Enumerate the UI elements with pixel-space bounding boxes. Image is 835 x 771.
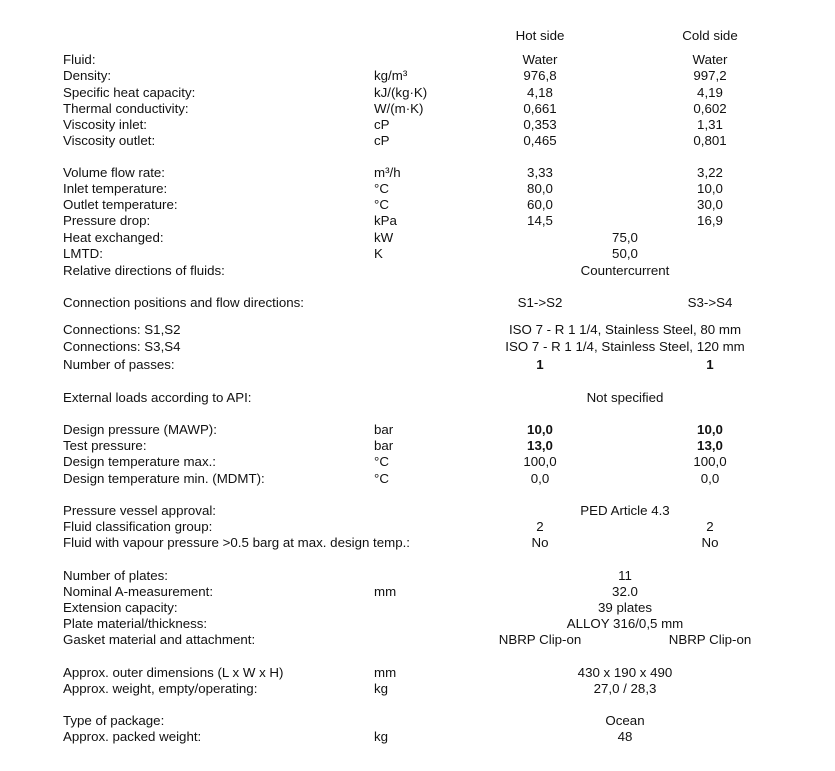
extension-label: Extension capacity: [63,600,178,615]
conn-pos-hot: S1->S2 [517,295,563,310]
gasket-label: Gasket material and attachment: [63,632,256,647]
dimensions-value: 430 x 190 x 490 [577,665,673,680]
weight-label: Approx. weight, empty/operating: [63,681,258,696]
ext-loads-label: External loads according to API: [63,390,252,405]
dimensions-label: Approx. outer dimensions (L x W x H) [63,665,284,680]
fluid-cold: Water [692,52,728,67]
heat-cap-label: Specific heat capacity: [63,85,196,100]
conn-s34-label: Connections: S3,S4 [63,339,181,354]
a-meas-value: 32.0 [612,584,638,599]
mawp-cold: 10,0 [697,422,723,437]
pressure-drop-hot: 14,5 [527,213,553,228]
heat-cap-hot: 4,18 [527,85,553,100]
dimensions-unit: mm [374,665,397,680]
test-p-cold: 13,0 [697,438,723,453]
plates-label: Number of plates: [63,568,168,583]
temp-min-cold: 0,0 [700,471,720,486]
flow-hot: 3,33 [527,165,553,180]
outlet-temp-hot: 60,0 [527,197,553,212]
weight-unit: kg [374,681,389,696]
conn-s12-value: ISO 7 - R 1 1/4, Stainless Steel, 80 mm [508,322,742,337]
outlet-temp-unit: °C [374,197,389,212]
inlet-temp-label: Inlet temperature: [63,181,168,196]
density-label: Density: [63,68,112,83]
passes-cold: 1 [706,357,714,372]
passes-hot: 1 [536,357,544,372]
heat-cap-cold: 4,19 [697,85,723,100]
test-p-unit: bar [374,438,394,453]
lmtd-value: 50,0 [612,246,638,261]
cold-side-header: Cold side [682,28,738,43]
temp-min-hot: 0,0 [530,471,550,486]
gasket-hot: NBRP Clip-on [498,632,582,647]
package-label: Type of package: [63,713,165,728]
package-value: Ocean [605,713,645,728]
pressure-drop-unit: kPa [374,213,397,228]
fluid-group-label: Fluid classification group: [63,519,213,534]
inlet-temp-cold: 10,0 [697,181,723,196]
visc-out-hot: 0,465 [523,133,557,148]
flow-label: Volume flow rate: [63,165,165,180]
lmtd-unit: K [374,246,383,261]
conductivity-hot: 0,661 [523,101,557,116]
conn-pos-cold: S3->S4 [687,295,733,310]
conductivity-cold: 0,602 [693,101,727,116]
passes-label: Number of passes: [63,357,175,372]
heat-unit: kW [374,230,394,245]
vapour-cold: No [701,535,719,550]
test-p-hot: 13,0 [527,438,553,453]
heat-value: 75,0 [612,230,638,245]
flow-cold: 3,22 [697,165,723,180]
flow-unit: m³/h [374,165,401,180]
conn-pos-label: Connection positions and flow directions: [63,295,304,310]
packed-weight-label: Approx. packed weight: [63,729,202,744]
inlet-temp-unit: °C [374,181,389,196]
visc-out-cold: 0,801 [693,133,727,148]
test-p-label: Test pressure: [63,438,147,453]
extension-value: 39 plates [598,600,652,615]
heat-cap-unit: kJ/(kg·K) [374,85,428,100]
approval-label: Pressure vessel approval: [63,503,216,518]
approval-value: PED Article 4.3 [580,503,670,518]
density-hot: 976,8 [523,68,557,83]
density-cold: 997,2 [693,68,727,83]
visc-in-hot: 0,353 [523,117,557,132]
density-unit: kg/m³ [374,68,408,83]
inlet-temp-hot: 80,0 [527,181,553,196]
mawp-hot: 10,0 [527,422,553,437]
directions-label: Relative directions of fluids: [63,263,225,278]
packed-weight-value: 48 [617,729,633,744]
plate-mat-label: Plate material/thickness: [63,616,208,631]
temp-min-label: Design temperature min. (MDMT): [63,471,265,486]
outlet-temp-cold: 30,0 [697,197,723,212]
conductivity-label: Thermal conductivity: [63,101,189,116]
fluid-group-hot: 2 [536,519,544,534]
visc-in-label: Viscosity inlet: [63,117,148,132]
conductivity-unit: W/(m·K) [374,101,424,116]
plate-mat-value: ALLOY 316/0,5 mm [566,616,684,631]
visc-out-label: Viscosity outlet: [63,133,156,148]
conn-s34-value: ISO 7 - R 1 1/4, Stainless Steel, 120 mm [505,339,745,354]
fluid-label: Fluid: [63,52,96,67]
mawp-unit: bar [374,422,394,437]
fluid-group-cold: 2 [706,519,714,534]
temp-max-cold: 100,0 [693,454,727,469]
hot-side-header: Hot side [515,28,565,43]
a-meas-label: Nominal A-measurement: [63,584,214,599]
gasket-cold: NBRP Clip-on [668,632,752,647]
pressure-drop-cold: 16,9 [697,213,723,228]
a-meas-unit: mm [374,584,397,599]
lmtd-label: LMTD: [63,246,103,261]
vapour-hot: No [531,535,549,550]
mawp-label: Design pressure (MAWP): [63,422,217,437]
vapour-label: Fluid with vapour pressure >0.5 barg at max. design temp.: [63,535,411,550]
conn-s12-label: Connections: S1,S2 [63,322,181,337]
pressure-drop-label: Pressure drop: [63,213,151,228]
outlet-temp-label: Outlet temperature: [63,197,178,212]
weight-value: 27,0 / 28,3 [593,681,657,696]
heat-label: Heat exchanged: [63,230,164,245]
temp-max-hot: 100,0 [523,454,557,469]
temp-max-label: Design temperature max.: [63,454,216,469]
plates-value: 11 [618,568,632,583]
visc-in-unit: cP [374,117,390,132]
fluid-hot: Water [522,52,558,67]
ext-loads-value: Not specified [586,390,664,405]
directions-value: Countercurrent [580,263,670,278]
packed-weight-unit: kg [374,729,389,744]
temp-min-unit: °C [374,471,389,486]
visc-out-unit: cP [374,133,390,148]
visc-in-cold: 1,31 [697,117,723,132]
temp-max-unit: °C [374,454,389,469]
